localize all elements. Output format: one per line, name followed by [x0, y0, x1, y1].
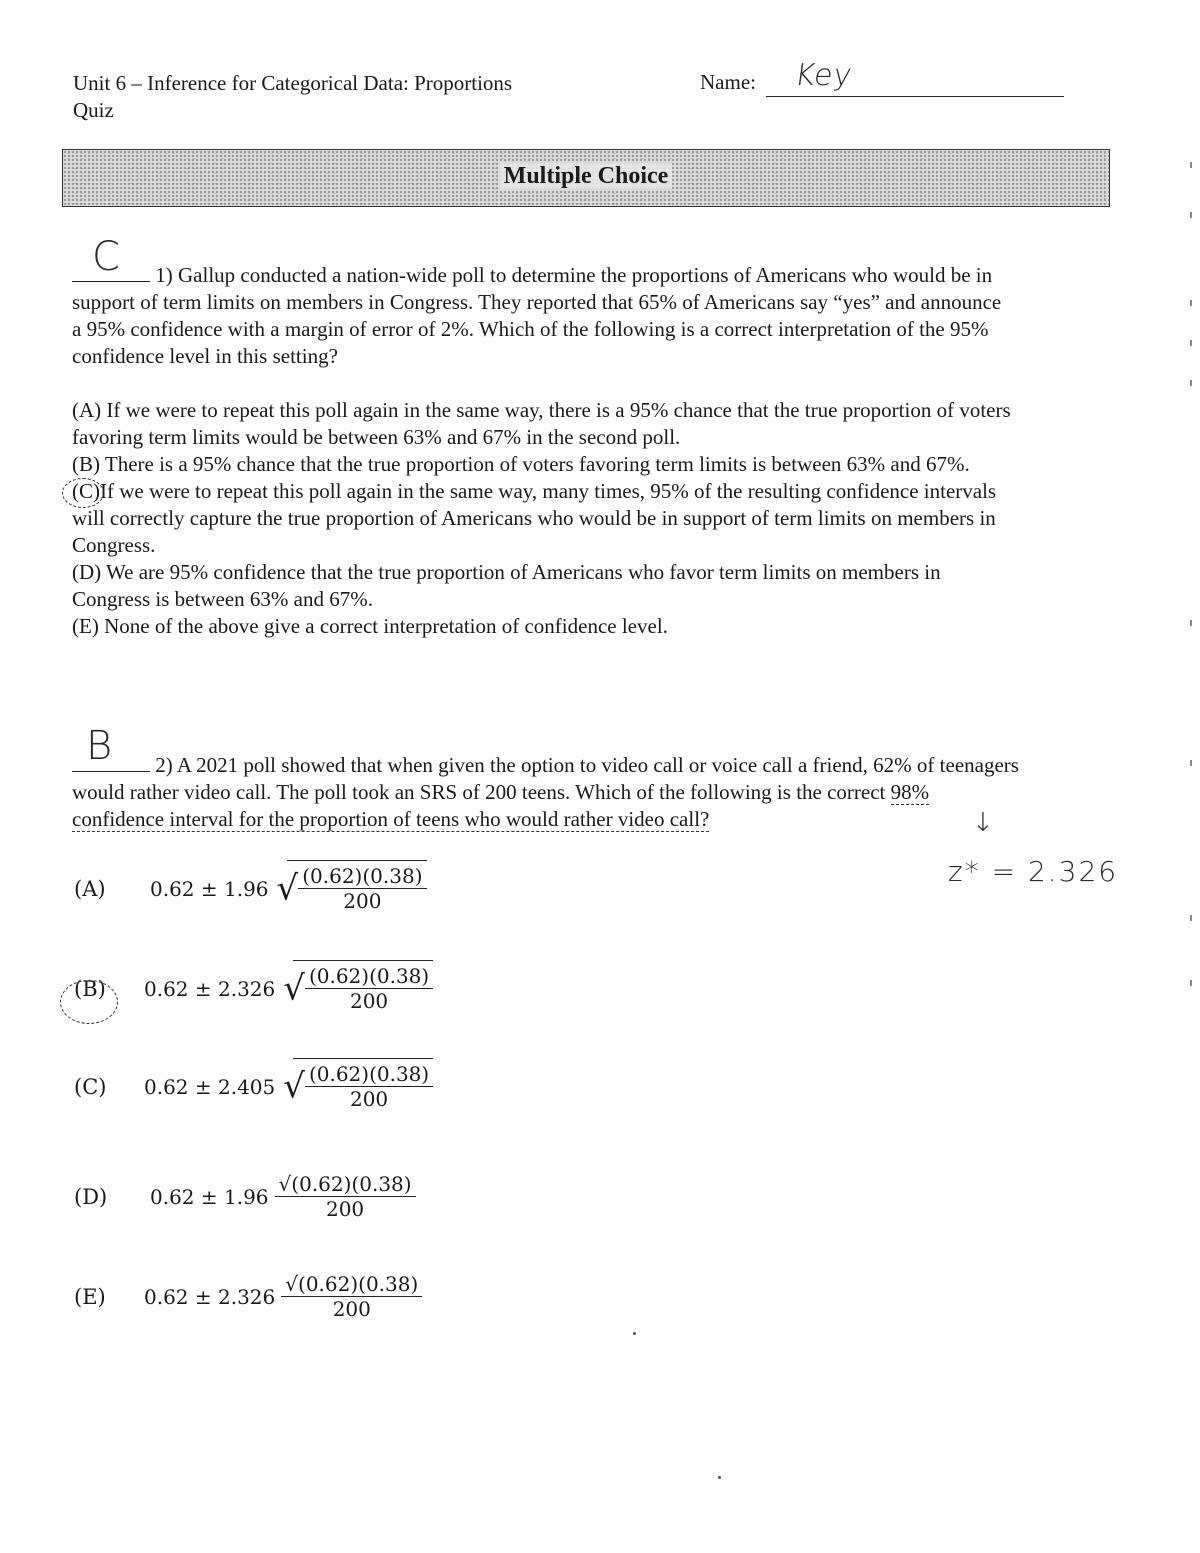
q1-option-b-text: There is a 95% chance that the true proportion of voters favoring term limits is between 63% and 67%. — [104, 452, 970, 476]
q1-option-b — [72, 451, 1122, 478]
margin-mark — [1190, 300, 1192, 306]
margin-mark — [1190, 620, 1192, 626]
margin-mark — [1190, 380, 1192, 386]
q1-option-c-text: If we were to repeat this poll again in the same way, many times, 95% of the resulting confidence intervals — [100, 479, 997, 503]
q2-option-a-sqrt — [277, 864, 427, 913]
q2-option-d — [74, 1172, 416, 1221]
q1-option-b-label: (B) — [72, 452, 100, 476]
q1-option-c-label: (C) — [72, 479, 100, 503]
q2-option-b-sqrt — [283, 964, 433, 1013]
q2-option-c-denominator: 200 — [349, 1087, 389, 1111]
q1-answer-circle — [62, 478, 104, 508]
q2-option-d-denominator: 200 — [325, 1197, 365, 1221]
radical-sign: √ — [276, 868, 299, 909]
q2-option-a-lead: 0.62 ± 1.96 — [150, 876, 269, 901]
q2-option-b-denominator: 200 — [349, 989, 389, 1013]
q2-option-d-label: (D) — [74, 1184, 108, 1209]
q1-option-a-label: (A) — [72, 398, 102, 422]
section-banner — [62, 149, 1110, 207]
q2-option-a — [74, 864, 427, 913]
q2-option-c — [74, 1062, 433, 1111]
annotation-arrow: ↓ — [972, 808, 994, 838]
q2-option-b-numerator: (0.62)(0.38) — [308, 964, 430, 988]
q1-number: 1) — [155, 263, 173, 287]
q1-options — [72, 397, 1122, 640]
q2-option-b — [74, 964, 433, 1013]
margin-mark — [1190, 162, 1192, 168]
q1-option-e-text: None of the above give a correct interpretation of confidence level. — [104, 614, 668, 638]
margin-mark — [1190, 980, 1192, 986]
q2-stem-line2: would rather video call. The poll took an SRS of 200 teens. Which of the following is the correct — [72, 780, 886, 804]
q2-answer-handwritten: B — [86, 723, 113, 769]
margin-mark — [1190, 760, 1192, 766]
q2-answer-circle — [60, 980, 118, 1024]
margin-mark — [1190, 212, 1192, 218]
q2-option-c-sqrt — [283, 1062, 433, 1111]
q1-answer-blank — [72, 261, 150, 282]
q1-option-d — [72, 559, 1122, 586]
q2-stem-line3: confidence interval for the proportion of teens who would rather video call? — [72, 807, 710, 831]
q2-answer-blank — [72, 751, 150, 772]
q2-option-a-denominator: 200 — [343, 889, 382, 913]
q1-stem-line1: Gallup conducted a nation-wide poll to determine the proportions of Americans who would be in — [178, 263, 993, 287]
q1-option-e — [72, 613, 1122, 640]
name-underline — [766, 96, 1064, 97]
q2-option-b-lead: 0.62 ± 2.326 — [144, 976, 276, 1001]
radical-sign: √ — [283, 968, 305, 1009]
q2-option-c-label: (C) — [74, 1074, 107, 1099]
scan-speck — [633, 1332, 636, 1335]
question-1 — [72, 261, 1122, 370]
q1-option-d-text-cont: Congress is between 63% and 67%. — [72, 587, 373, 611]
unit-title: Unit 6 – Inference for Categorical Data: Proportions — [73, 71, 513, 95]
q2-option-b-label: (B) — [74, 976, 106, 1001]
q2-option-e-lead: 0.62 ± 2.326 — [144, 1284, 276, 1309]
q2-option-d-numerator: √(0.62)(0.38) — [278, 1172, 412, 1196]
name-handwritten-key: Key — [792, 58, 855, 93]
q2-option-e-numerator: √(0.62)(0.38) — [285, 1272, 419, 1296]
q1-option-c-text-cont: will correctly capture the true proportion of Americans who would be in support of term limits on members in — [72, 506, 996, 530]
scan-speck — [718, 1476, 721, 1479]
section-title: Multiple Choice — [500, 163, 673, 189]
q2-number: 2) — [155, 753, 173, 777]
q1-stem-line3: a 95% confidence with a margin of error of 2%. Which of the following is a correct interpretation of the 95% — [72, 317, 989, 341]
quiz-subtitle: Quiz — [73, 98, 114, 122]
radical-sign: √ — [283, 1066, 305, 1107]
q1-option-d-label: (D) — [72, 560, 102, 584]
q1-option-c — [72, 478, 1122, 505]
q2-confidence-level-underlined: 98% — [890, 780, 930, 804]
q2-option-a-label: (A) — [74, 876, 106, 901]
q2-option-e-label: (E) — [74, 1284, 106, 1309]
q1-option-d-text: We are 95% confidence that the true proportion of Americans who favor term limits on members in — [106, 560, 941, 584]
q2-option-c-lead: 0.62 ± 2.405 — [144, 1074, 276, 1099]
q2-option-c-numerator: (0.62)(0.38) — [308, 1062, 430, 1086]
q2-option-e — [74, 1272, 422, 1321]
name-label: Name: — [700, 70, 756, 94]
q1-option-a-text-cont: favoring term limits would be between 63% and 67% in the second poll. — [72, 425, 681, 449]
q1-option-c-text-cont2: Congress. — [72, 533, 156, 557]
quiz-header — [73, 70, 512, 124]
q2-option-e-denominator: 200 — [332, 1297, 371, 1321]
q1-stem-line2: support of term limits on members in Congress. They reported that 65% of Americans say “yes” and announce — [72, 290, 1002, 314]
q2-option-d-lead: 0.62 ± 1.96 — [150, 1184, 269, 1209]
q1-stem-line4: confidence level in this setting? — [72, 344, 338, 368]
margin-mark — [1190, 915, 1192, 921]
annotation-z-star: z* = 2.326 — [948, 855, 1119, 888]
q2-option-a-numerator: (0.62)(0.38) — [302, 864, 423, 888]
q1-answer-handwritten: C — [92, 234, 120, 280]
q2-stem-line1: A 2021 poll showed that when given the option to video call or voice call a friend, 62% of teenagers — [176, 753, 1019, 777]
q1-option-e-label: (E) — [72, 614, 99, 638]
question-2 — [72, 751, 1122, 833]
q1-option-a — [72, 397, 1122, 424]
margin-mark — [1190, 340, 1192, 346]
q1-option-a-text: If we were to repeat this poll again in the same way, there is a 95% chance that the true proportion of voters — [106, 398, 1011, 422]
